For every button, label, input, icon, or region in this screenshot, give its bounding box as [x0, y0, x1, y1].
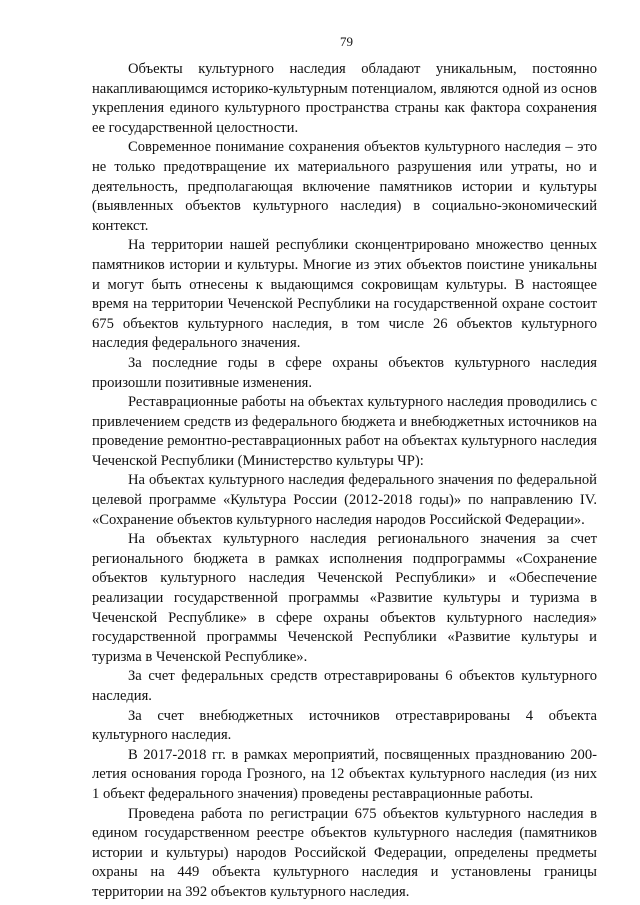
paragraph-modern-preservation: Современное понимание сохранения объектов культурного наследия – это не только предотвращение их материального разрушения или утраты, но и деятельность, предполагающая включение памятников истории и культуры (выявленных объектов культурного наследия) в социально-экономический контекст.: [92, 139, 597, 234]
paragraph-republic-monuments: На территории нашей республики сконцентрировано множество ценных памятников истории и культуры. Многие из этих объектов поистине уникальны и могут быть отнесены к выдающимся сокровищам культуры. В настоящее время на территории Чеченской Республики на государственной охране состоит 675 объектов культурного наследия, в том числе 26 объектов культурного наследия федерального значения.: [92, 237, 597, 352]
document-page: [92, 34, 597, 903]
paragraph-grozny-anniversary: В 2017-2018 гг. в рамках мероприятий, посвященных празднованию 200-летия основания города Грозного, на 12 объектах культурного наследия (из них 1 объект федерального значения) проведены реставрационные работы.: [92, 746, 597, 802]
paragraph-federal-program: На объектах культурного наследия федерального значения по федеральной целевой программе «Культура России (2012-2018 годы)» по направлению IV. «Сохранение объектов культурного наследия народов Российской Федерации».: [92, 472, 597, 528]
page-number: 79: [340, 34, 353, 49]
paragraph-extrabudgetary-funds: За счет внебюджетных источников отреставрированы 4 объекта культурного наследия.: [92, 707, 597, 744]
paragraph-cultural-heritage-value: Объекты культурного наследия обладают уникальным, постоянно накапливающимся историко-культурным потенциалом, являются одной из основ укрепления единого культурного пространства страны как фактора сохранения ее государственной целостности.: [92, 61, 597, 136]
paragraph-regional-program: На объектах культурного наследия регионального значения за счет регионального бюджета в рамках исполнения подпрограммы «Сохранение объектов культурного наследия Чеченской Республики» и «Обеспечение реализации государственной программы «Развитие культуры и туризма в Чеченской Республике» в сфере охраны объектов культурного наследия» государственной программы Чеченской Республики «Развитие культуры и туризма в Чеченской Республике».: [92, 531, 597, 665]
paragraph-restoration-works: Реставрационные работы на объектах культурного наследия проводились с привлечением средств из федерального бюджета и внебюджетных источников на проведение ремонтно-реставрационных работ на объектах культурного наследия Чеченской Республики (Министерство культуры ЧР):: [92, 394, 597, 469]
paragraph-positive-changes: За последние годы в сфере охраны объектов культурного наследия произошли позитивные изменения.: [92, 354, 597, 391]
paragraph-registry-work: Проведена работа по регистрации 675 объектов культурного наследия в едином государственном реестре объектов культурного наследия (памятников истории и культуры) народов Российской Федерации, определены предметы охраны на 449 объекта культурного наследия и установлены границы территории на 392 объектов культурного наследия.: [92, 805, 597, 900]
paragraph-federal-funds: За счет федеральных средств отреставрированы 6 объектов культурного наследия.: [92, 668, 597, 704]
